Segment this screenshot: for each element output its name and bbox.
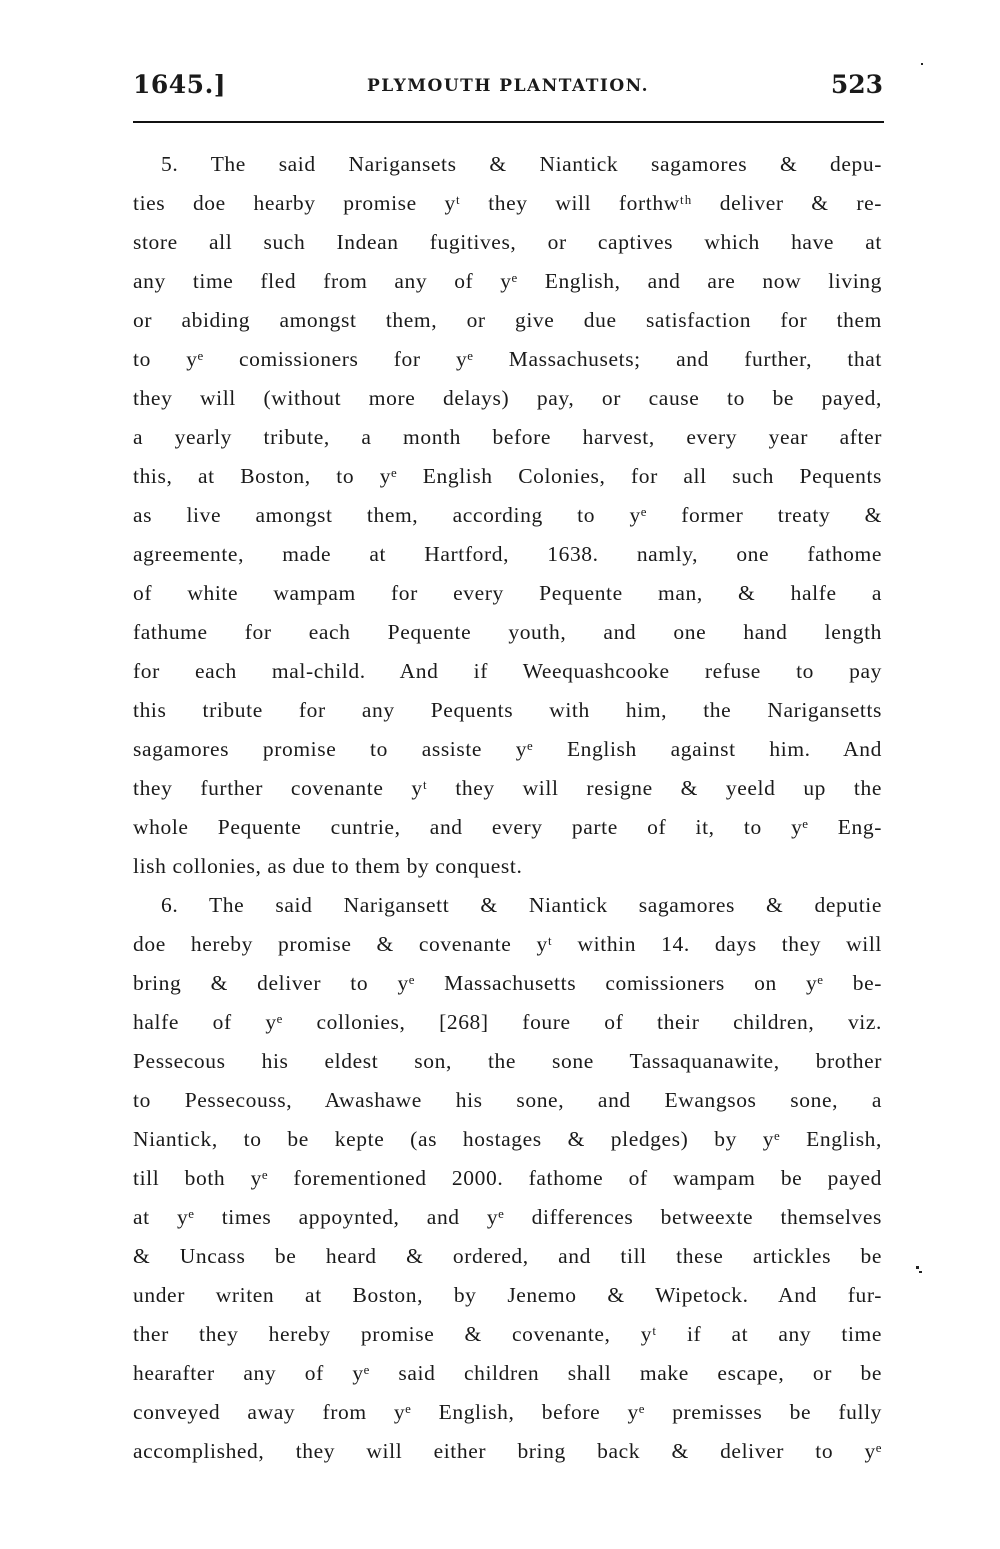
text-line: at yᵉ times appoynted, and yᵉ differences betweexte themselves [133, 1205, 882, 1229]
text-line: Pessecous his eldest son, the sone Tassaquanawite, brother [133, 1049, 882, 1073]
text-line: halfe of yᵉ collonies, [268] foure of their children, viz. [133, 1010, 882, 1034]
header-running-title: PLYMOUTH PLANTATION. [366, 76, 650, 96]
text-line: any time fled from any of yᵉ English, and are now living [133, 269, 882, 293]
text-line: ties doe hearby promise yᵗ they will forthwᵗʰ deliver & re- [133, 191, 882, 215]
header-rule [133, 121, 884, 123]
text-line: or abiding amongst them, or give due satisfaction for them [133, 308, 882, 332]
text-line: of white wampam for every Pequente man, & halfe a [133, 581, 882, 605]
text-line: to yᵉ comissioners for yᵉ Massachusets; and further, that [133, 347, 882, 371]
text-line: under writen at Boston, by Jenemo & Wipetock. And fur- [133, 1283, 882, 1307]
text-line: for each mal-child. And if Weequashcooke refuse to pay [133, 659, 882, 683]
text-line: accomplished, they will either bring back & deliver to yᵉ [133, 1439, 882, 1463]
text-line: agreemente, made at Hartford, 1638. namly, one fathome [133, 542, 882, 566]
header-year: 1645.] [133, 70, 227, 99]
body-text [133, 145, 882, 1471]
header-page-number: 523 [830, 70, 883, 99]
text-line: they will (without more delays) pay, or cause to be payed, [133, 386, 882, 410]
running-header [133, 70, 883, 110]
text-line: lish collonies, as due to them by conquest. [133, 854, 523, 878]
text-line: a yearly tribute, a month before harvest, every year after [133, 425, 882, 449]
scan-speck [921, 63, 923, 65]
scan-speck [916, 1266, 919, 1269]
text-line: Niantick, to be kepte (as hostages & pledges) by yᵉ English, [133, 1127, 882, 1151]
text-line: this tribute for any Pequents with him, the Narigansetts [133, 698, 882, 722]
text-line: to Pessecouss, Awashawe his sone, and Ewangsos sone, a [133, 1088, 882, 1112]
text-line: conveyed away from yᵉ English, before yᵉ premisses be fully [133, 1400, 882, 1424]
text-line: till both yᵉ forementioned 2000. fathome of wampam be payed [133, 1166, 882, 1190]
text-line: sagamores promise to assiste yᵉ English against him. And [133, 737, 882, 761]
text-line: store all such Indean fugitives, or captives which have at [133, 230, 882, 254]
text-line: as live amongst them, according to yᵉ former treaty & [133, 503, 882, 527]
scan-speck [919, 1271, 922, 1273]
text-line: 6. The said Narigansett & Niantick sagamores & deputie [161, 893, 882, 917]
paragraph-6 [133, 886, 882, 1471]
text-line: bring & deliver to yᵉ Massachusetts comissioners on yᵉ be- [133, 971, 882, 995]
text-line: fathume for each Pequente youth, and one hand length [133, 620, 882, 644]
text-line: doe hereby promise & covenante yᵗ within 14. days they will [133, 932, 882, 956]
text-line: 5. The said Narigansets & Niantick sagamores & depu- [161, 152, 882, 176]
text-line: ther they hereby promise & covenante, yᵗ if at any time [133, 1322, 882, 1346]
text-line: hearafter any of yᵉ said children shall make escape, or be [133, 1361, 882, 1385]
paragraph-5 [133, 145, 882, 886]
text-line: they further covenante yᵗ they will resigne & yeeld up the [133, 776, 882, 800]
text-line: this, at Boston, to yᵉ English Colonies, for all such Pequents [133, 464, 882, 488]
text-line: whole Pequente cuntrie, and every parte of it, to yᵉ Eng- [133, 815, 882, 839]
text-line: & Uncass be heard & ordered, and till these artickles be [133, 1244, 882, 1268]
